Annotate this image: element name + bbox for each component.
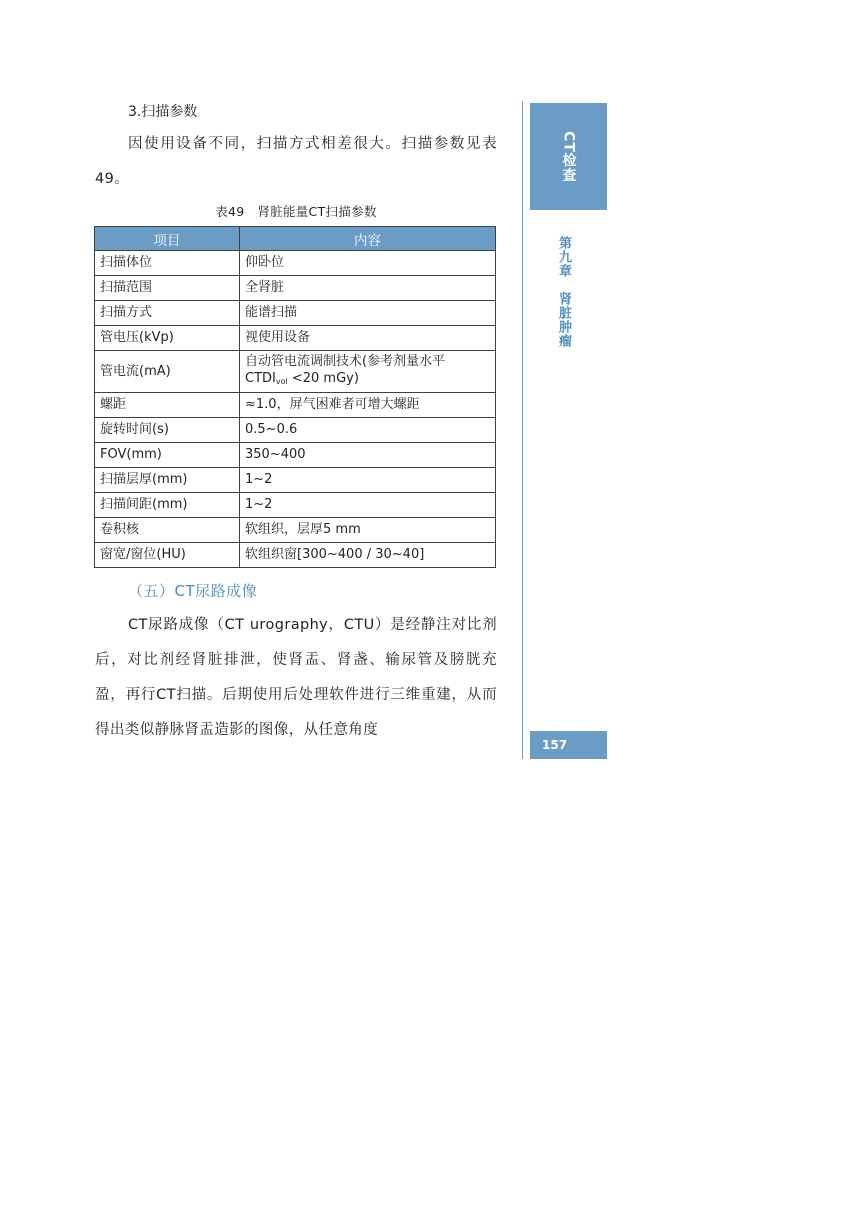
table-cell: 卷积核: [95, 518, 240, 543]
table-row: [95, 418, 496, 443]
chapter-tab: [530, 103, 607, 210]
page-number: 157: [530, 731, 607, 759]
paragraph-scan-params: 因使用设备不同，扫描方式相差很大。扫描参数见表49。: [95, 136, 497, 187]
table-header-row: [95, 227, 496, 251]
table-cell: 扫描范围: [95, 276, 240, 301]
chapter-tab-label: CT检查: [560, 130, 577, 183]
table-cell: 软组织窗[300~400 / 30~40]: [240, 543, 496, 568]
table-cell: 扫描间距(mm): [95, 493, 240, 518]
table-cell: 螺距: [95, 393, 240, 418]
table-row: [95, 393, 496, 418]
table-cell: 1~2: [240, 493, 496, 518]
table-row: [95, 443, 496, 468]
table-cell: 350~400: [240, 443, 496, 468]
table-cell: 软组织，层厚5 mm: [240, 518, 496, 543]
table-cell: 1~2: [240, 468, 496, 493]
scan-parameters-table: [94, 226, 496, 568]
table-cell: 0.5~0.6: [240, 418, 496, 443]
table-cell: 能谱扫描: [240, 301, 496, 326]
table-header-content: 内容: [240, 227, 496, 251]
table-row: [95, 351, 496, 393]
table-row: [95, 543, 496, 568]
table-cell-line1: 自动管电流调制技术(参考剂量水平: [245, 354, 446, 369]
table-cell: ≈1.0，屏气困难者可增大螺距: [240, 393, 496, 418]
table-cell-line2: [245, 370, 490, 390]
table-cell: 管电压(kVp): [95, 326, 240, 351]
table-cell: 扫描层厚(mm): [95, 468, 240, 493]
chapter-title-vertical: 第九章 肾脏肿瘤: [556, 236, 571, 348]
table-row: [95, 518, 496, 543]
table-row: [95, 276, 496, 301]
table-cell: 仰卧位: [240, 251, 496, 276]
table-cell-multiline: [240, 351, 496, 393]
table-cell: 视使用设备: [240, 326, 496, 351]
table-caption: 表49 肾脏能量CT扫描参数: [215, 204, 377, 219]
ctdi-subscript: vol: [275, 377, 288, 386]
table-row: [95, 493, 496, 518]
table-cell: 全肾脏: [240, 276, 496, 301]
table-cell: 窗宽/窗位(HU): [95, 543, 240, 568]
table-cell: 管电流(mA): [95, 351, 240, 393]
section-title-ctu: （五）CT尿路成像: [128, 582, 258, 600]
subsection-heading: 3.扫描参数: [128, 104, 198, 120]
table-cell: 扫描方式: [95, 301, 240, 326]
table-row: [95, 251, 496, 276]
sidebar-divider: [522, 101, 523, 759]
table-cell: FOV(mm): [95, 443, 240, 468]
ctdi-label: CTDI: [245, 371, 276, 386]
table-row: [95, 301, 496, 326]
table-row: [95, 326, 496, 351]
table-cell: 旋转时间(s): [95, 418, 240, 443]
table-header-item: 项目: [95, 227, 240, 251]
ctdi-value: <20 mGy): [287, 371, 359, 386]
paragraph-ctu: CT尿路成像（CT urography，CTU）是经静注对比剂后，对比剂经肾脏排泄，使肾盂、肾盏、输尿管及膀胱充盈，再行CT扫描。后期使用后处理软件进行三维重建，从而得出类似静脉肾盂造影的图像，从任意角度: [95, 617, 497, 738]
table-cell: 扫描体位: [95, 251, 240, 276]
table-row: [95, 468, 496, 493]
